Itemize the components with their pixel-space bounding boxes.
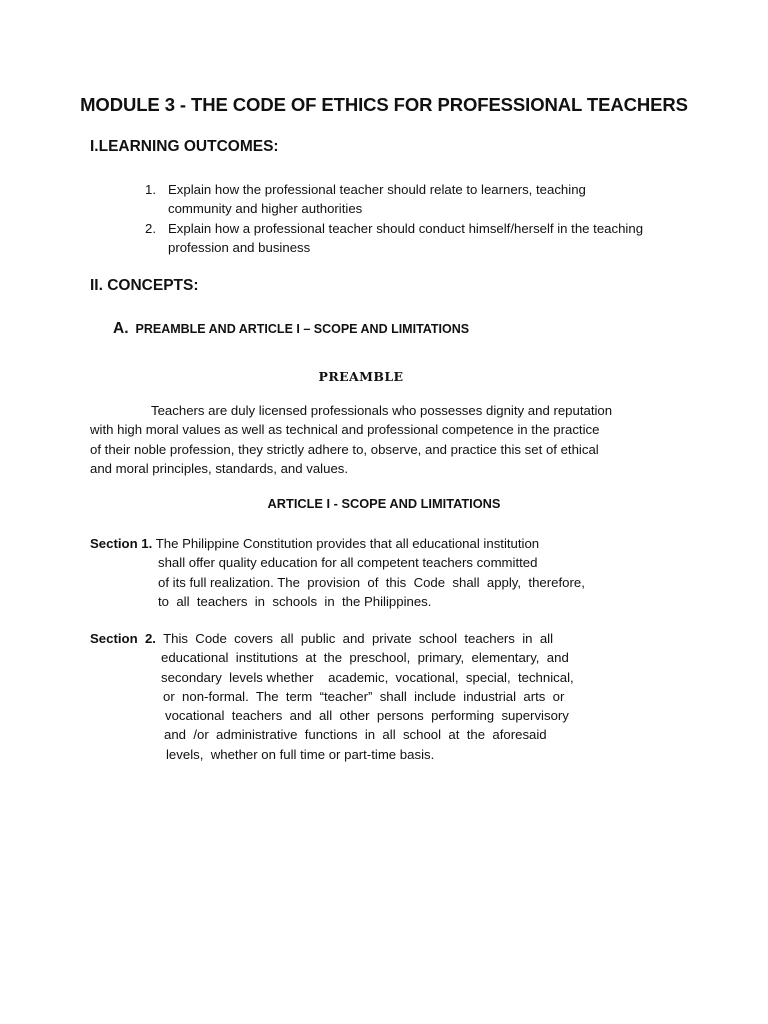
paragraph-line bbox=[90, 401, 612, 420]
section-line: and /or administrative functions in all school at the aforesaid bbox=[164, 727, 547, 743]
learning-outcomes-heading: I.LEARNING OUTCOMES: bbox=[90, 138, 279, 155]
section-label: Section 1. bbox=[90, 536, 153, 551]
section-line: or non-formal. The term “teacher” shall include industrial arts or bbox=[163, 688, 565, 704]
section-line: shall offer quality education for all competent teachers committed bbox=[158, 555, 538, 571]
section-line bbox=[90, 629, 574, 648]
section-line: to all teachers in schools in the Philippines. bbox=[158, 593, 432, 609]
list-item-line: Explain how a professional teacher should conduct himself/herself in the teaching bbox=[168, 220, 644, 236]
subheading-text: PREAMBLE AND ARTICLE I – SCOPE AND LIMITATIONS bbox=[135, 322, 470, 336]
section-label: Section 2. bbox=[90, 631, 156, 646]
article-heading: ARTICLE I - SCOPE AND LIMITATIONS bbox=[267, 496, 501, 511]
section-line: of its full realization. The provision of this Code shall apply, therefore, bbox=[158, 574, 585, 590]
subheading-letter: A. bbox=[113, 320, 129, 337]
preamble-heading: PREAMBLE bbox=[318, 369, 404, 384]
section-line: educational institutions at the preschool, primary, elementary, and bbox=[161, 650, 569, 666]
list-item bbox=[145, 219, 705, 258]
paragraph-line: of their noble profession, they strictly adhere to, observe, and practice this set of ethical bbox=[90, 441, 599, 457]
list-item-number: 1. bbox=[145, 182, 156, 197]
list-item-line: profession and business bbox=[168, 239, 311, 255]
page-title: MODULE 3 - THE CODE OF ETHICS FOR PROFESSIONAL TEACHERS bbox=[80, 94, 688, 115]
list-item bbox=[145, 180, 705, 219]
paragraph-line: with high moral values as well as technical and professional competence in the practice bbox=[90, 422, 600, 438]
list-item-number: 2. bbox=[145, 220, 156, 236]
section-1 bbox=[90, 534, 585, 611]
section-line: levels, whether on full time or part-time basis. bbox=[166, 746, 435, 762]
list-item-line: Explain how the professional teacher should relate to learners, teaching bbox=[168, 182, 586, 197]
concepts-subheading bbox=[113, 320, 469, 338]
paragraph-line-text: Teachers are duly licensed professionals who possesses dignity and reputation bbox=[151, 403, 613, 418]
section-line: vocational teachers and all other persons performing supervisory bbox=[165, 708, 569, 724]
paragraph-line: and moral principles, standards, and values. bbox=[90, 460, 349, 476]
concepts-heading: II. CONCEPTS: bbox=[90, 277, 199, 294]
section-2 bbox=[90, 629, 574, 764]
list-item-line: community and higher authorities bbox=[168, 201, 363, 217]
section-line bbox=[90, 534, 585, 553]
section-line: secondary levels whether academic, vocational, special, technical, bbox=[161, 669, 574, 685]
section-line-text: This Code covers all public and private school teachers in all bbox=[163, 631, 554, 646]
learning-outcomes-list bbox=[145, 180, 705, 257]
preamble-paragraph bbox=[90, 401, 612, 478]
section-line-text: The Philippine Constitution provides that all educational institution bbox=[155, 536, 540, 551]
